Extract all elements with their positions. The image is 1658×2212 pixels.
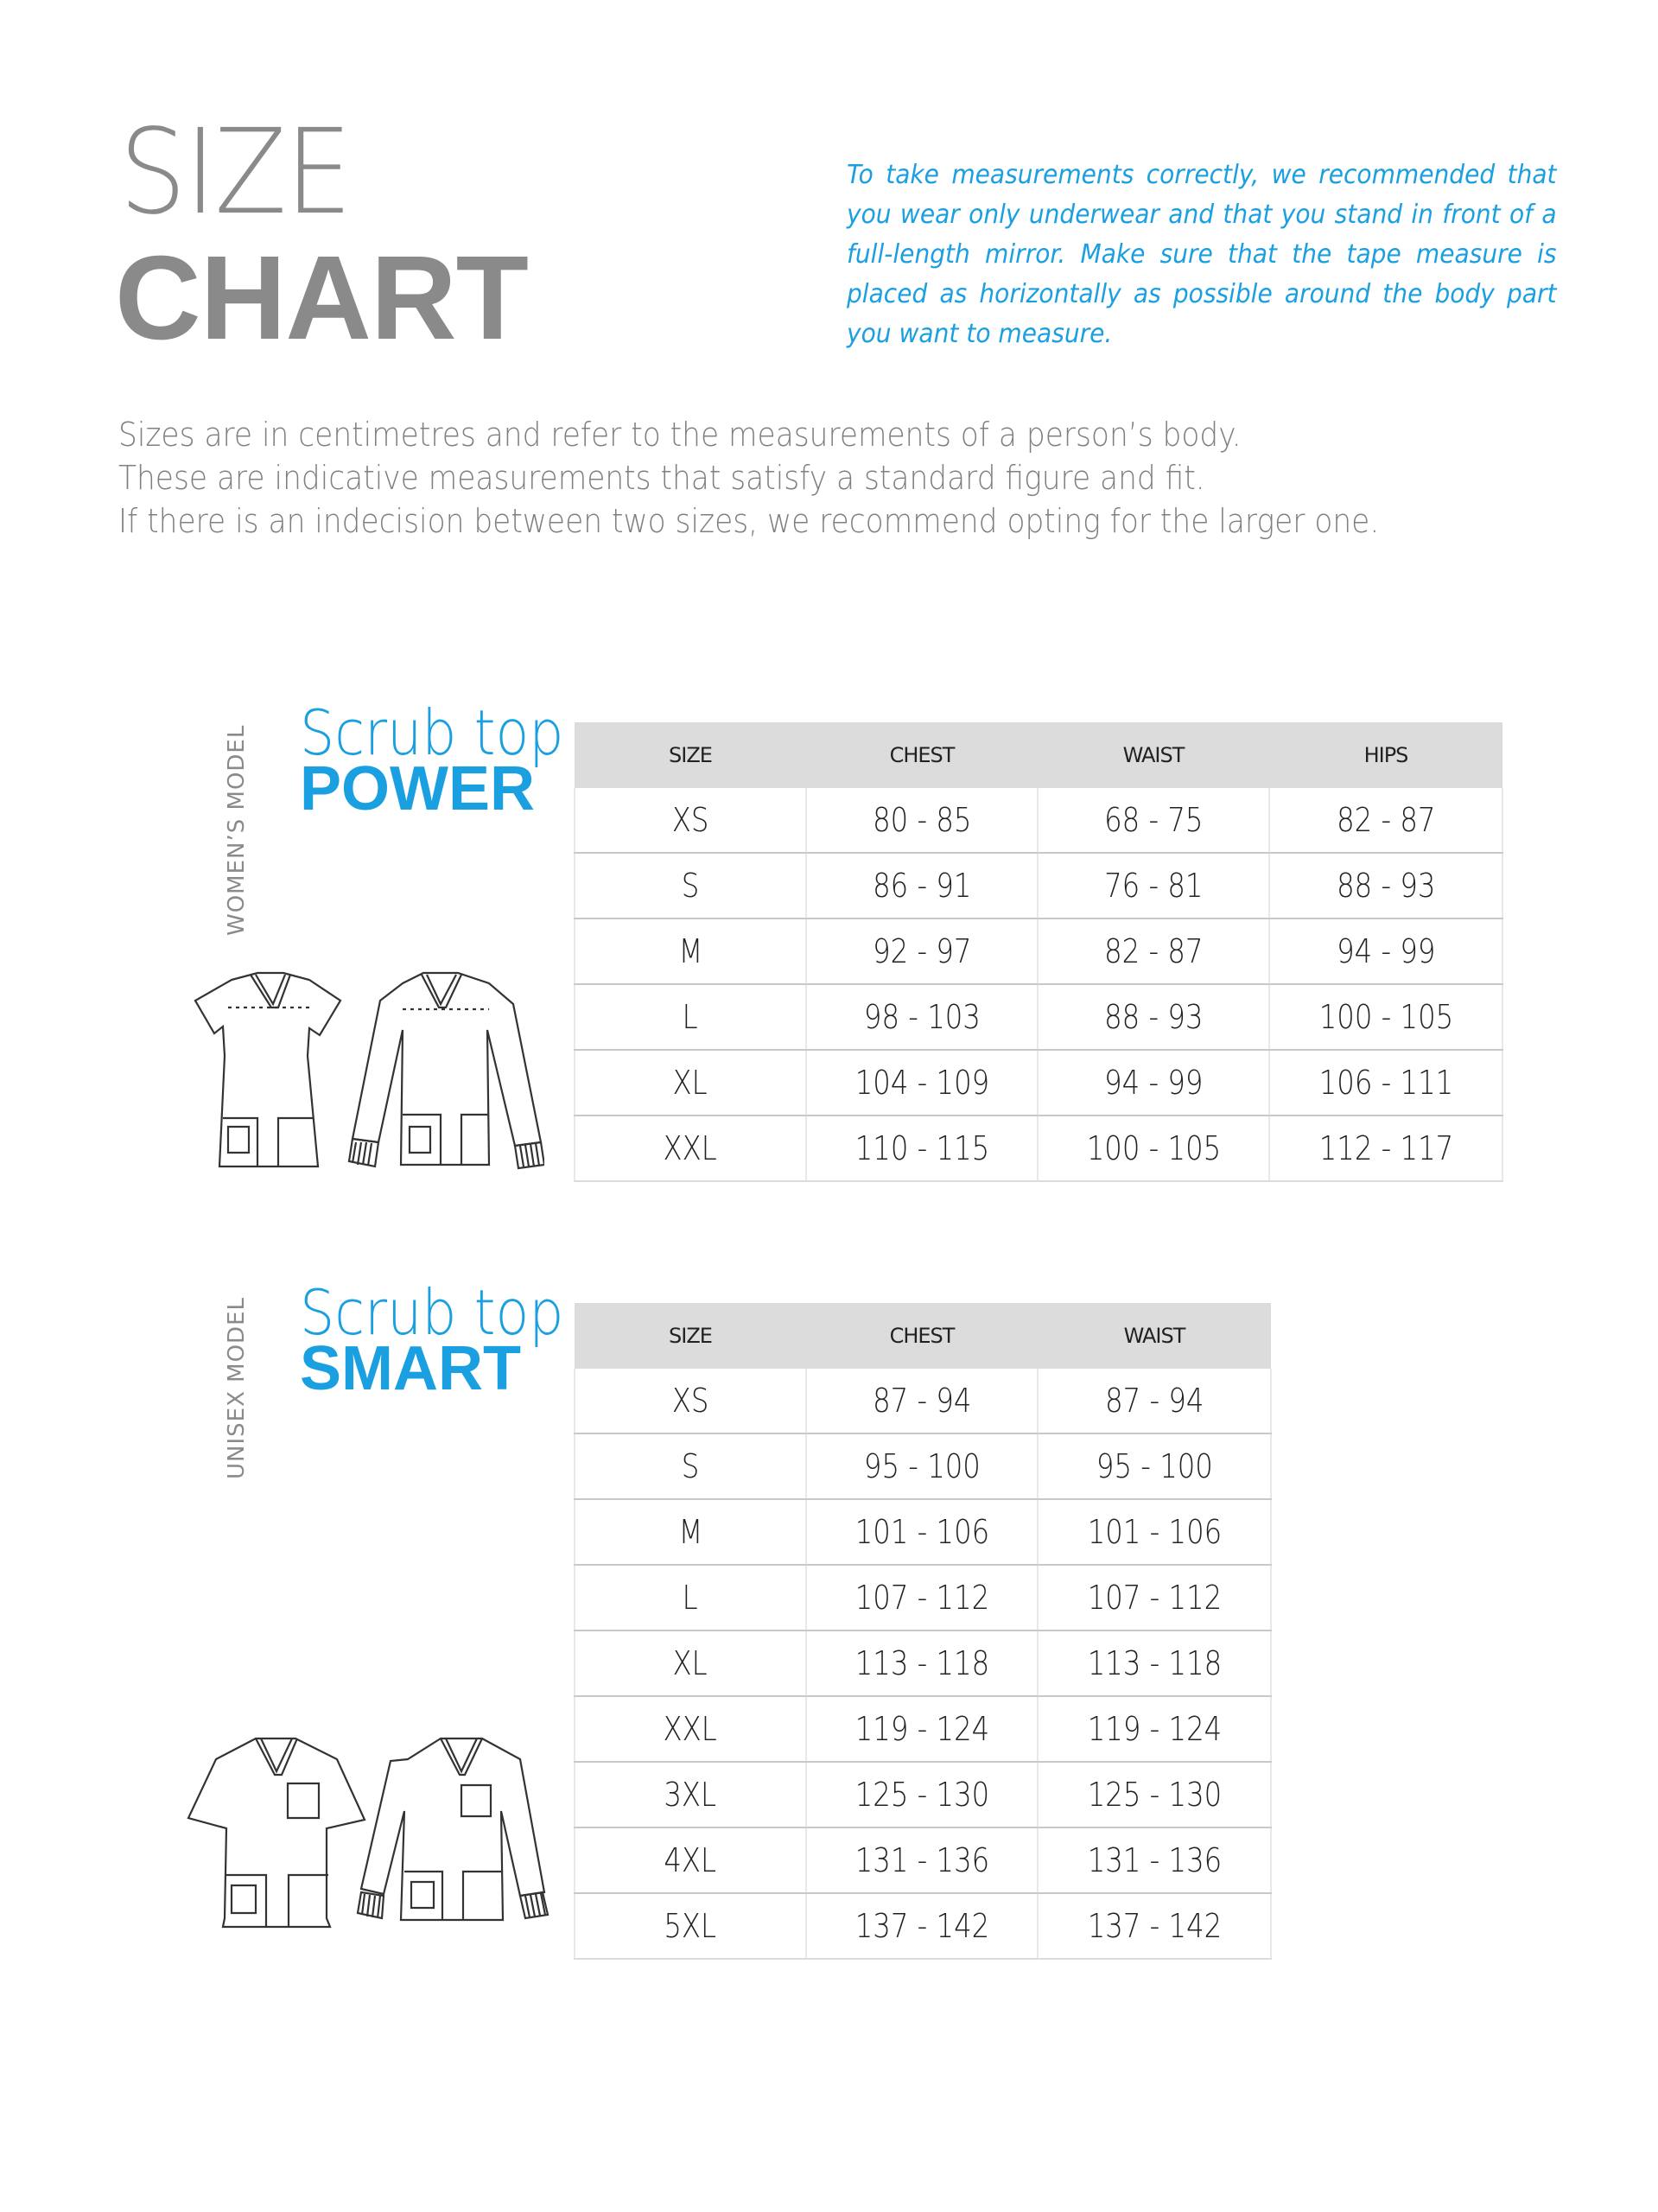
cell-value: L <box>682 998 698 1036</box>
size-cell <box>575 788 806 853</box>
page-title-line2: CHART <box>115 232 528 365</box>
cell-value: 101 - 106 <box>1087 1513 1222 1551</box>
cell-value: 100 - 105 <box>1086 1129 1221 1167</box>
cell-value: 113 - 118 <box>854 1644 989 1682</box>
measurement-cell <box>806 1050 1038 1116</box>
measurement-instructions: To take measurements correctly, we recommended that you wear only underwear and that you stand in front of a full-length mirror. Make sure that the tape measure is placed as horizontally as possible around the body part you want to measure. <box>847 160 1557 349</box>
long-sleeve-scrub-top-icon <box>356 1737 563 1937</box>
cell-value: XL <box>672 1644 708 1682</box>
table-row <box>575 1893 1271 1959</box>
size-cell <box>575 1762 806 1827</box>
table-row <box>575 853 1502 918</box>
measurement-cell <box>806 1369 1038 1433</box>
cell-value: 107 - 112 <box>854 1579 989 1617</box>
column-header-chest: CHEST <box>806 722 1038 788</box>
measurement-cell <box>1269 1116 1502 1181</box>
measurement-cell <box>1269 853 1502 918</box>
table-row <box>575 1499 1271 1565</box>
cell-value: 4XL <box>664 1841 717 1879</box>
measurement-cell <box>806 984 1038 1050</box>
measurement-cell <box>1269 918 1502 984</box>
measurement-cell <box>1269 1050 1502 1116</box>
cell-value: 112 - 117 <box>1318 1129 1453 1167</box>
measurement-cell <box>1038 1827 1271 1893</box>
measurement-cell <box>1269 788 1502 853</box>
cell-value: XXL <box>663 1710 718 1748</box>
note-line: Sizes are in centimetres and refer to the measurements of a person’s body. <box>118 416 1242 454</box>
table-row <box>575 984 1502 1050</box>
cell-value: 95 - 100 <box>863 1447 981 1485</box>
measurement-cell <box>806 1499 1038 1565</box>
measurement-cell <box>1038 853 1269 918</box>
cell-value: 98 - 103 <box>863 998 981 1036</box>
measurement-cell <box>806 853 1038 918</box>
measurement-cell <box>1038 984 1269 1050</box>
cell-value: 88 - 93 <box>1336 867 1436 905</box>
size-table-power <box>574 722 1503 1182</box>
cell-value: S <box>681 867 700 905</box>
cell-value: 119 - 124 <box>854 1710 989 1748</box>
short-sleeve-scrub-top-icon <box>188 969 353 1177</box>
column-header-chest: CHEST <box>806 1303 1038 1369</box>
cell-value: 131 - 136 <box>854 1841 989 1879</box>
cell-value: 107 - 112 <box>1087 1579 1222 1617</box>
cell-value: 131 - 136 <box>1087 1841 1222 1879</box>
size-cell <box>575 1369 806 1433</box>
cell-value: 119 - 124 <box>1087 1710 1222 1748</box>
measurement-cell <box>1038 1762 1271 1827</box>
table-row <box>575 1696 1271 1762</box>
measurement-cell <box>806 918 1038 984</box>
long-sleeve-scrub-top-icon <box>346 969 544 1177</box>
cell-value: 95 - 100 <box>1096 1447 1213 1485</box>
measurement-cell <box>1038 1433 1271 1499</box>
cell-value: 82 - 87 <box>1336 801 1436 839</box>
table-row <box>575 1369 1271 1433</box>
size-cell <box>575 1630 806 1696</box>
measurement-cell <box>1038 1630 1271 1696</box>
cell-value: 88 - 93 <box>1103 998 1204 1036</box>
table-row <box>575 1565 1271 1630</box>
measurement-cell <box>1038 1565 1271 1630</box>
cell-value: L <box>682 1579 698 1617</box>
size-cell <box>575 1827 806 1893</box>
cell-value: XS <box>671 801 709 839</box>
model-label-unisex: UNISEX MODEL <box>224 1297 250 1479</box>
cell-value: 5XL <box>664 1907 717 1945</box>
cell-value: 3XL <box>664 1776 717 1814</box>
measurement-cell <box>1038 918 1269 984</box>
measurement-cell <box>806 1827 1038 1893</box>
measurement-cell <box>806 1565 1038 1630</box>
measurement-cell <box>806 1433 1038 1499</box>
table-row <box>575 1630 1271 1696</box>
measurement-cell <box>806 1893 1038 1959</box>
cell-value: 87 - 94 <box>872 1382 972 1420</box>
size-cell <box>575 1499 806 1565</box>
column-header-hips: HIPS <box>1269 722 1502 788</box>
page-title-line1: SIZE <box>119 105 351 241</box>
product-name-line1: Scrub top <box>300 1276 564 1349</box>
cell-value: 125 - 130 <box>854 1776 989 1814</box>
table-row <box>575 1050 1502 1116</box>
cell-value: 76 - 81 <box>1103 867 1204 905</box>
column-header-size: SIZE <box>575 722 806 788</box>
measurement-cell <box>806 1762 1038 1827</box>
size-cell <box>575 1565 806 1630</box>
cell-value: 68 - 75 <box>1103 801 1204 839</box>
measurement-cell <box>1038 1050 1269 1116</box>
cell-value: 101 - 106 <box>854 1513 989 1551</box>
cell-value: S <box>681 1447 700 1485</box>
size-cell <box>575 1893 806 1959</box>
cell-value: 94 - 99 <box>1336 932 1436 970</box>
product-name-smart: SMART <box>300 1334 521 1403</box>
cell-value: 86 - 91 <box>872 867 972 905</box>
column-header-waist: WAIST <box>1038 1303 1271 1369</box>
column-header-waist: WAIST <box>1038 722 1269 788</box>
size-cell <box>575 853 806 918</box>
size-cell <box>575 918 806 984</box>
cell-value: XXL <box>663 1129 718 1167</box>
table-row <box>575 788 1502 853</box>
cell-value: 104 - 109 <box>854 1064 989 1102</box>
table-row <box>575 1762 1271 1827</box>
measurement-cell <box>806 1630 1038 1696</box>
product-name-line1: Scrub top <box>300 696 564 769</box>
measurement-cell <box>806 1696 1038 1762</box>
cell-value: 94 - 99 <box>1103 1064 1204 1102</box>
measurement-cell <box>1038 1369 1271 1433</box>
size-table-smart <box>574 1303 1272 1960</box>
cell-value: 125 - 130 <box>1087 1776 1222 1814</box>
measurement-cell <box>806 1116 1038 1181</box>
cell-value: XS <box>671 1382 709 1420</box>
size-notes <box>118 413 1379 543</box>
size-cell <box>575 1116 806 1181</box>
cell-value: 137 - 142 <box>1087 1907 1222 1945</box>
cell-value: 92 - 97 <box>872 932 972 970</box>
cell-value: 106 - 111 <box>1318 1064 1453 1102</box>
table-row <box>575 1116 1502 1181</box>
cell-value: 113 - 118 <box>1087 1644 1222 1682</box>
cell-value: 137 - 142 <box>854 1907 989 1945</box>
model-label-womens: WOMEN’S MODEL <box>224 724 250 936</box>
note-line: If there is an indecision between two sizes, we recommend opting for the larger one. <box>118 502 1380 540</box>
measurement-cell <box>1038 1696 1271 1762</box>
table-row <box>575 918 1502 984</box>
cell-value: 87 - 94 <box>1104 1382 1204 1420</box>
measurement-cell <box>1038 788 1269 853</box>
measurement-cell <box>806 788 1038 853</box>
size-cell <box>575 1433 806 1499</box>
size-cell <box>575 984 806 1050</box>
cell-value: M <box>678 932 702 970</box>
product-name-power: POWER <box>300 754 536 823</box>
short-sleeve-scrub-top-icon <box>180 1737 370 1937</box>
table-row <box>575 1827 1271 1893</box>
cell-value: 80 - 85 <box>872 801 972 839</box>
column-header-size: SIZE <box>575 1303 806 1369</box>
measurement-cell <box>1038 1499 1271 1565</box>
size-cell <box>575 1696 806 1762</box>
measurement-cell <box>1269 984 1502 1050</box>
table-row <box>575 1433 1271 1499</box>
size-cell <box>575 1050 806 1116</box>
measurement-cell <box>1038 1893 1271 1959</box>
measurement-cell <box>1038 1116 1269 1181</box>
cell-value: XL <box>672 1064 708 1102</box>
cell-value: 110 - 115 <box>854 1129 989 1167</box>
note-line: These are indicative measurements that satisfy a standard figure and fit. <box>118 459 1205 497</box>
cell-value: 100 - 105 <box>1318 998 1453 1036</box>
cell-value: M <box>678 1513 702 1551</box>
cell-value: 82 - 87 <box>1103 932 1204 970</box>
